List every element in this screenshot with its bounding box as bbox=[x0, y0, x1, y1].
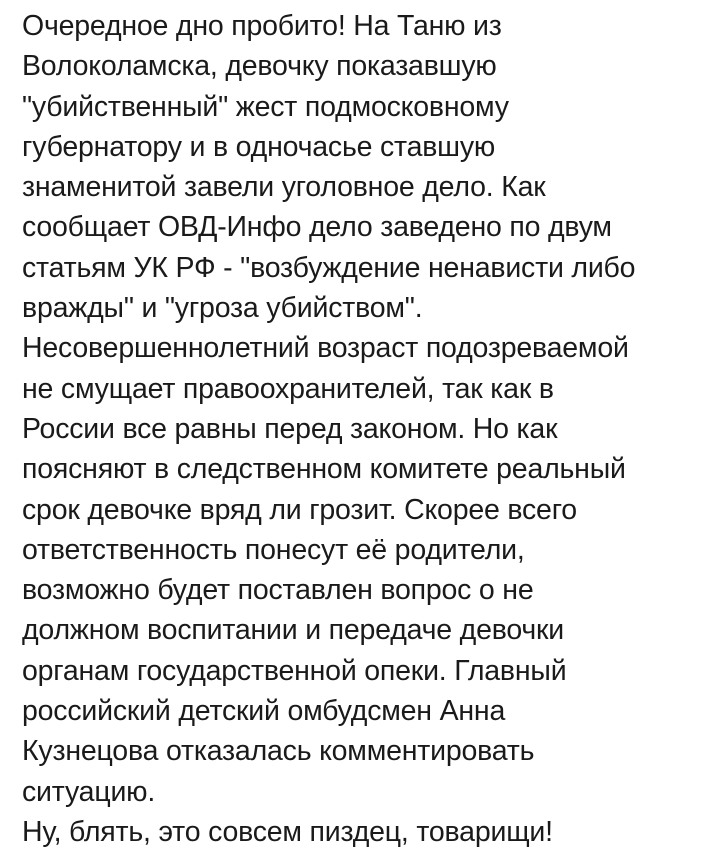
post-line: Очередное дно пробито! На Таню из bbox=[22, 10, 502, 42]
post-line: Кузнецова отказалась комментировать bbox=[22, 735, 535, 768]
post-line: Ну, блять, это совсем пиздец, товарищи! bbox=[22, 815, 553, 848]
post-line: знаменитой завели уголовное дело. Как bbox=[22, 171, 546, 204]
post-line: "убийственный" жест подмосковному bbox=[22, 90, 509, 123]
post-line: вражды" и "угроза убийством". bbox=[22, 292, 423, 325]
post-line: России все равны перед законом. Но как bbox=[22, 412, 558, 445]
post-line: срок девочке вряд ли грозит. Скорее всего bbox=[22, 493, 577, 526]
post-line: российский детский омбудсмен Анна bbox=[22, 695, 506, 728]
post-line: не смущает правоохранителей, так как в bbox=[22, 372, 554, 405]
post-text bbox=[22, 6, 712, 852]
post-line: возможно будет поставлен вопрос о не bbox=[22, 574, 534, 607]
post-line: губернатору и в одночасье ставшую bbox=[22, 130, 496, 163]
post-line: ответственность понесут её родители, bbox=[22, 533, 525, 566]
post-line: ситуацию. bbox=[22, 775, 156, 808]
post-line: поясняют в следственном комитете реальный bbox=[22, 453, 626, 486]
post-line: сообщает ОВД-Инфо дело заведено по двум bbox=[22, 211, 612, 244]
post-line: органам государственной опеки. Главный bbox=[22, 654, 567, 687]
post-line: должном воспитании и передаче девочки bbox=[22, 614, 565, 647]
post-line: Несовершеннолетний возраст подозреваемой bbox=[22, 332, 629, 365]
post-line: Волоколамска, девочку показавшую bbox=[22, 50, 497, 83]
post-line: статьям УК РФ - "возбуждение ненависти либо bbox=[22, 251, 636, 284]
